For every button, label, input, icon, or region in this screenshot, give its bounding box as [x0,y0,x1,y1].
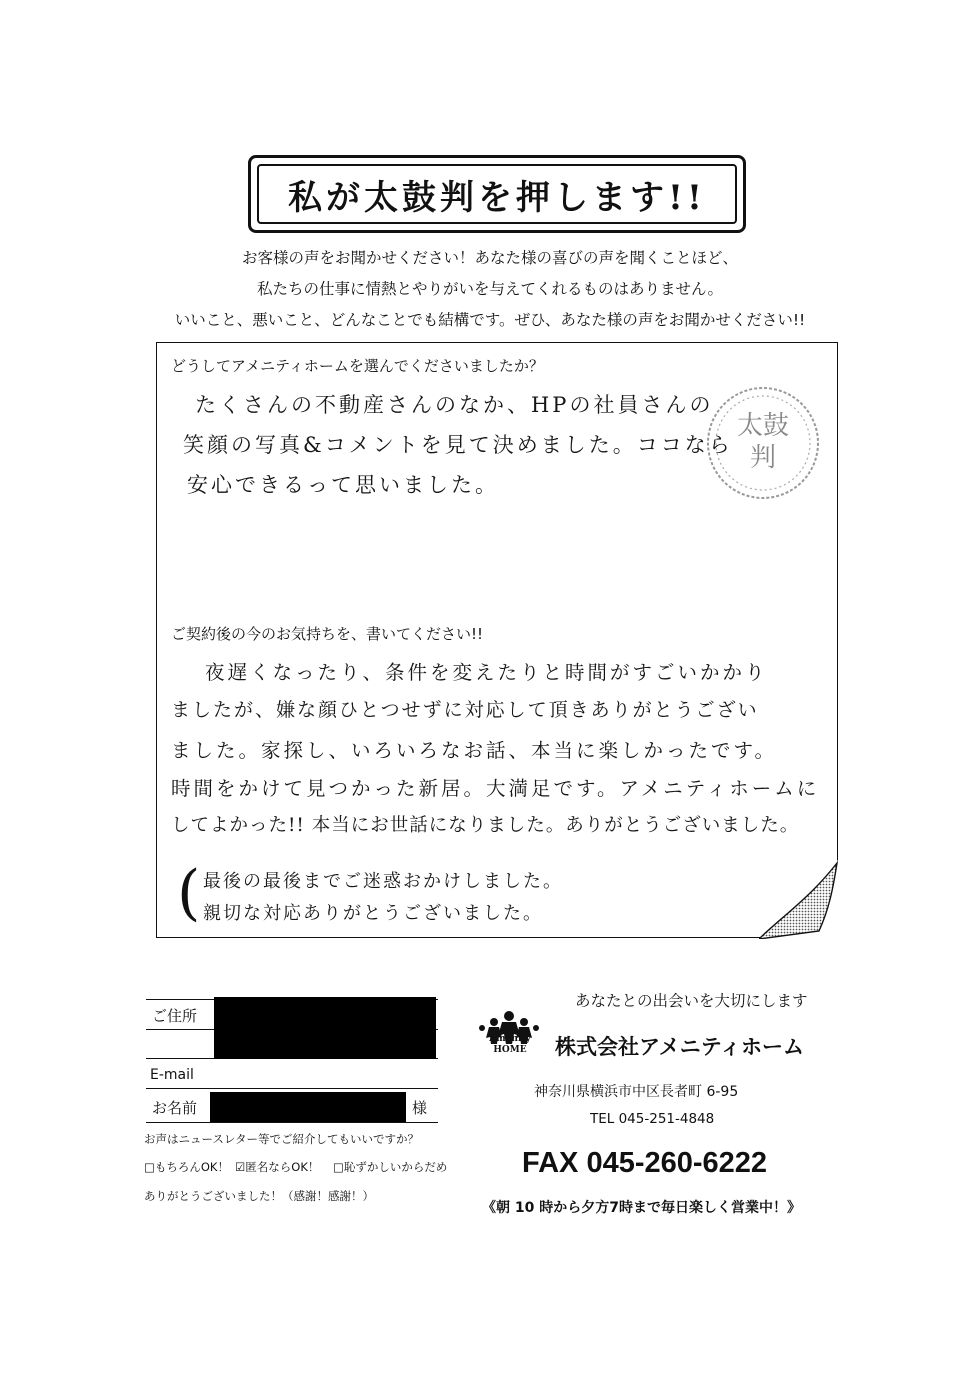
name-suffix: 様 [412,1099,428,1117]
question-2: ご契約後の今のお気持ちを、書いてください!! [171,625,484,643]
closing-line-1: 最後の最後までご迷惑おかけしました。 [203,871,563,892]
option-anonymous: ☑匿名ならOK！ [235,1160,320,1174]
permission-question: お声はニュースレター等でご紹介してもいいですか？ [144,1132,419,1146]
svg-text:判: 判 [749,443,777,473]
company-tel: TEL 045-251-4848 [590,1111,715,1127]
intro-line-3: いいこと、悪いこと、どんなことでも結構です。ぜひ、あなた様の声をお聞かせください!! [174,311,806,329]
svg-text:太鼓: 太鼓 [736,411,790,441]
name-redaction [210,1092,406,1122]
option-no: □恥ずかしいからだめ [333,1160,448,1174]
taikoban-stamp-icon [704,384,822,502]
option-of-course: □もちろんOK！ [144,1160,229,1174]
name-line [146,1122,438,1123]
page-title: 私が太鼓判を押します!! [257,164,737,224]
closing-note [177,858,637,933]
page-curl-graphic [759,859,839,939]
closing-line-2: 親切な対応ありがとうございました。 [203,903,543,924]
answer-2-line-4: 時間をかけて見つかった新居。大満足です。アメニティホームに [171,777,820,800]
email-line [146,1088,438,1089]
open-paren: ( [177,858,201,928]
address-label: ご住所 [152,1007,198,1025]
answer-1-line-1: たくさんの不動産さんのなか、HPの社員さんの [195,393,714,417]
logo-text-amenity: Amenity [489,1034,531,1044]
name-label: お名前 [152,1099,198,1117]
intro-line-1: お客様の声をお聞かせください！あなた様の喜びの声を聞くことほど、 [241,249,738,267]
business-hours: 《朝 10 時から夕方7時まで毎日楽しく営業中！》 [482,1200,801,1216]
title-box [248,155,746,233]
answer-2-line-1: 夜遅くなったり、条件を変えたりと時間がすごいかかり [205,661,768,684]
logo-text-home: HOME [493,1045,527,1055]
email-label: E-mail [150,1067,194,1083]
company-address: 神奈川県横浜市中区長者町 6-95 [534,1084,739,1100]
answer-2-line-2: ましたが、嫌な顔ひとつせずに対応して頂きありがとうござい [171,699,759,721]
thanks-text: ありがとうございました！（感謝！感謝！） [144,1189,374,1203]
answer-1-line-3: 安心できるって思いました。 [187,473,499,497]
company-fax: FAX 045-260-6222 [522,1147,768,1179]
answer-2-line-3: ました。家探し、いろいろなお話、本当に楽しかったです。 [171,739,777,762]
address-redaction [214,997,436,1059]
company-name: 株式会社アメニティホーム [555,1035,805,1059]
question-1: どうしてアメニティホームを選んでくださいましたか？ [171,357,544,375]
intro-line-2: 私たちの仕事に情熱とやりがいを与えてくれるものはありません。 [257,280,723,298]
answer-1-line-2: 笑顔の写真&コメントを見て決めました。ココなら [183,433,733,457]
company-tagline: あなたとの出会いを大切にします [575,992,808,1010]
answer-2-line-5: してよかった!! 本当にお世話になりました。ありがとうございました。 [171,815,800,836]
